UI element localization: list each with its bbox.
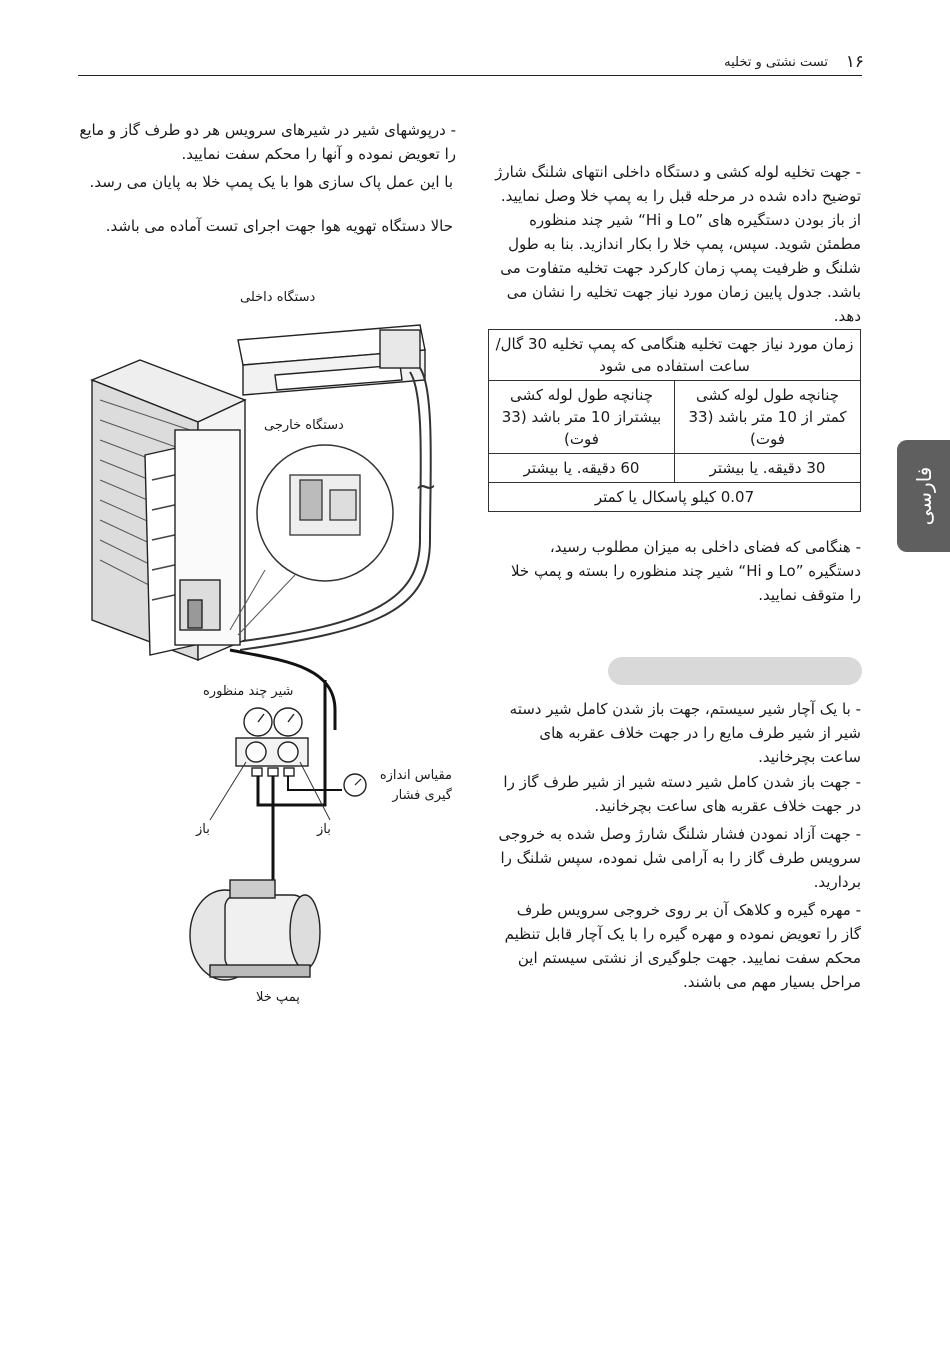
table-value-long: 60 دقیقه. یا بیشتر xyxy=(489,454,675,483)
label-open-right: باز xyxy=(317,822,331,837)
label-outdoor-unit: دستگاه خارجی xyxy=(264,418,344,433)
language-tab xyxy=(897,440,950,552)
table-header: زمان مورد نیاز جهت تخلیه هنگامی که پمپ تخلیه 30 گال/ساعت استفاده می شود xyxy=(489,330,861,381)
outdoor-unit-drawing xyxy=(92,360,245,660)
vacuum-evacuation-diagram xyxy=(80,280,470,1010)
language-tab-label: فارسی xyxy=(911,466,936,526)
left-para-2: حالا دستگاه تهویه هوا جهت اجرای تست آماده می باشد. xyxy=(105,217,453,235)
label-indoor-unit: دستگاه داخلی xyxy=(240,290,316,305)
table-footer: 0.07 کیلو پاسکال یا کمتر xyxy=(489,483,861,512)
svg-text:~: ~ xyxy=(415,472,437,502)
label-vacuum-pump: پمپ خلا xyxy=(256,990,300,1005)
table-value-short: 30 دقیقه. یا بیشتر xyxy=(675,454,861,483)
label-pressure-gauge: مقیاس اندازه گیری فشار xyxy=(379,768,452,803)
section-divider-bar xyxy=(608,657,862,685)
label-open-left: باز xyxy=(196,822,210,837)
page-title: تست نشتی و تخلیه xyxy=(724,55,828,70)
manifold-gauge-drawing xyxy=(236,708,308,776)
table-col-short-pipe: چنانچه طول لوله کشی کمتر از 10 متر باشد (33 فوت) xyxy=(675,381,861,454)
left-para-1: با این عمل پاک سازی هوا با یک پمپ خلا به پایان می رسد. xyxy=(89,173,453,191)
right-bullet-5: - جهت آزاد نمودن فشار شلنگ شارژ وصل شده به خروجی سرویس طرف گاز را به آرامی شل نموده، سپس شلنگ را بردارید. xyxy=(498,825,861,891)
label-manifold-valve: شیر چند منظوره xyxy=(203,684,294,699)
right-bullet-4: - جهت باز شدن کامل شیر دسته شیر از شیر طرف گاز را در جهت خلاف عقربه های ساعت بچرخانید. xyxy=(503,773,861,815)
evacuation-time-table xyxy=(488,329,861,512)
header-rule xyxy=(78,75,862,76)
right-bullet-3: - با یک آچار شیر سیستم، جهت باز شدن کامل شیر دسته شیر از شیر طرف مایع را در جهت خلاف عقربه های ساعت بچرخانید. xyxy=(509,700,861,766)
page-number: ۱۶ xyxy=(845,52,864,72)
right-bullet-2: - هنگامی که فضای داخلی به میزان مطلوب رسید، دستگیره ”Lo و Hi“ شیر چند منظوره را بسته و پمپ خلا را متوقف نمایید. xyxy=(510,538,861,604)
left-bullet-1: - درپوشهای شیر در شیرهای سرویس هر دو طرف گاز و مایع را تعویض نموده و آنها را محکم سفت نمایید. xyxy=(79,121,456,163)
right-bullet-1: - جهت تخلیه لوله کشی و دستگاه داخلی انتهای شلنگ شارژ توضیح داده شده در مرحله قبل را به پمپ خلا وصل نمایید. از باز بودن دستگیره های ”Lo و Hi“ شیر چند منظوره مطمئن شوید. سپس، پمپ خلا را بکار اندازید. بنا به طول شلنگ و ظرفیت پمپ زمان کارکرد جهت تخلیه متفاوت می باشد. جدول پایین زمان مورد نیاز جهت تخلیه را نشان می دهد. xyxy=(495,163,861,325)
indoor-unit-drawing xyxy=(238,325,425,395)
table-col-long-pipe: چنانچه طول لوله کشی بیشتراز 10 متر باشد (33 فوت) xyxy=(489,381,675,454)
right-bullet-6: - مهره گیره و کلاهک آن بر روی خروجی سرویس طرف گاز را تعویض نموده و مهره گیره را با یک آچار قابل تنظیم محکم سفت نمایید. جهت جلوگیری از نشتی سیستم این مراحل بسیار مهم می باشند. xyxy=(504,901,861,991)
vacuum-pump-drawing xyxy=(190,880,320,980)
